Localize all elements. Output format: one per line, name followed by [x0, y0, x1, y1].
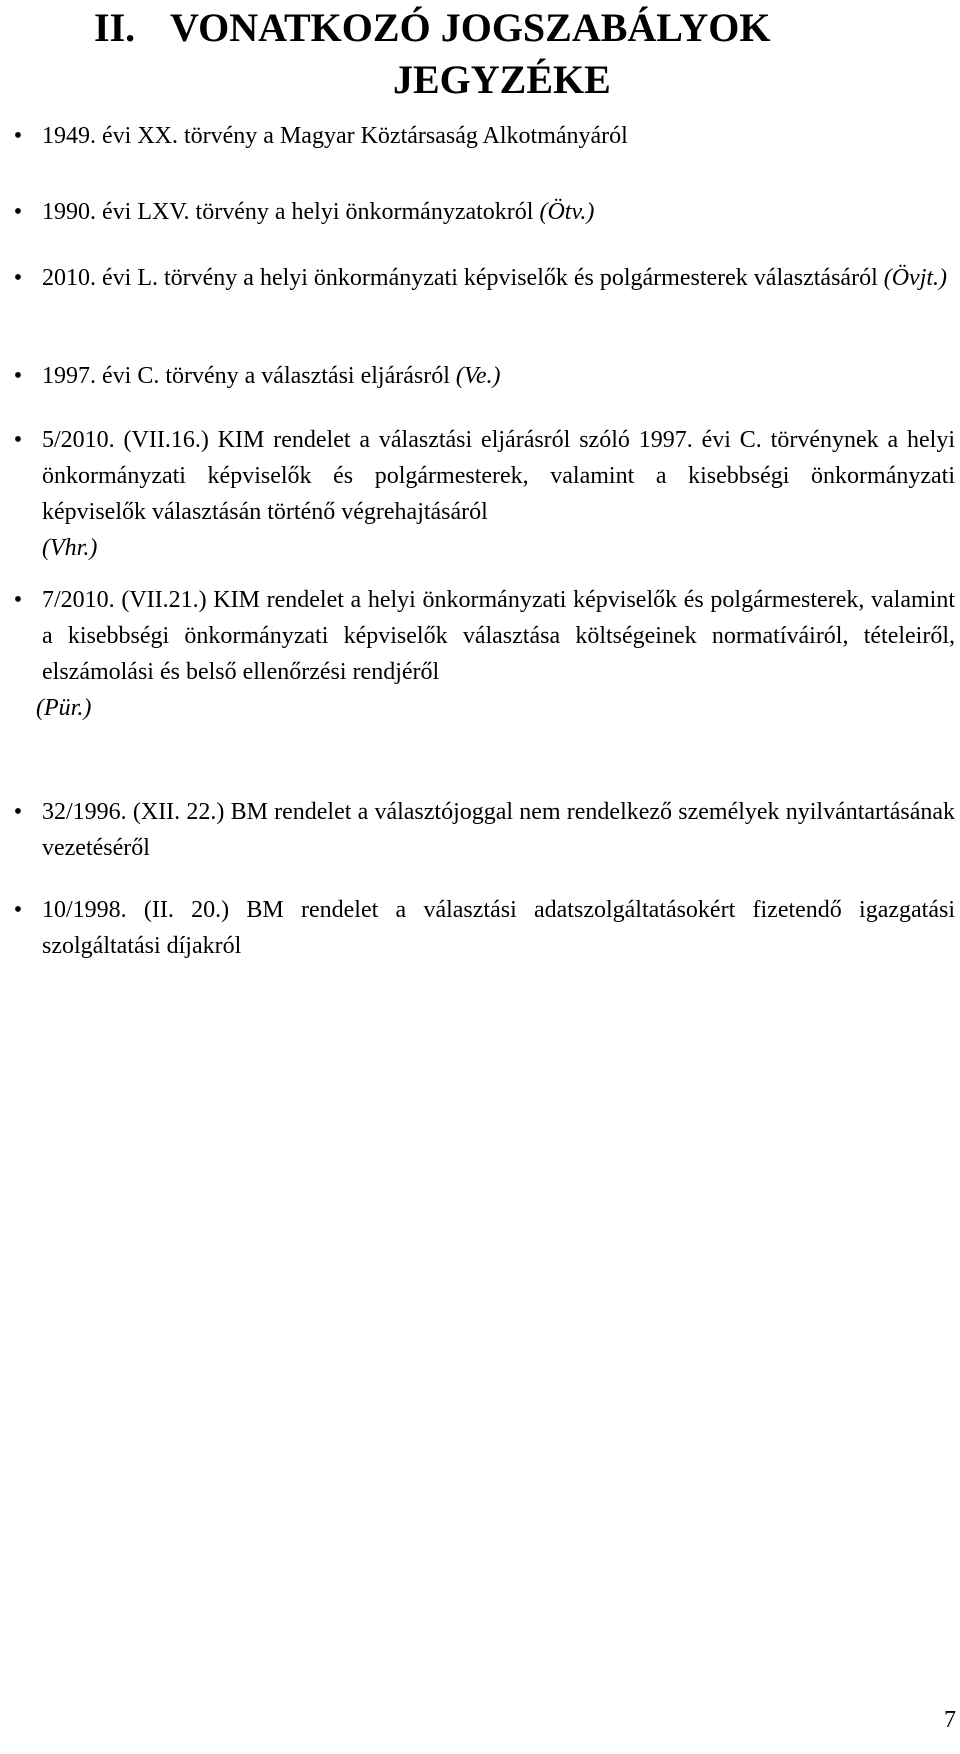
- section-heading: [0, 2, 960, 106]
- list-item-abbreviation: (Pür.): [36, 695, 92, 721]
- list-item-text: 7/2010. (VII.21.) KIM rendelet a helyi önkormányzati képviselők és polgármesterek, valamint a kisebbségi önkormányzati képviselők választása költségeinek normatíváiról, tételeiről, elszámolási és belső ellenőrzési rendjéről: [42, 587, 955, 685]
- bullet-icon: •: [13, 427, 23, 453]
- list-item-text: 5/2010. (VII.16.) KIM rendelet a választási eljárásról szóló 1997. évi C. törvénynek a helyi önkormányzati képviselők és polgármesterek, valamint a kisebbségi önkormányzati képviselők választásán történő végrehajtásáról: [42, 427, 955, 525]
- list-item-text: 1997. évi C. törvény a választási eljárásról: [42, 363, 456, 389]
- heading-title-line-1: VONATKOZÓ JOGSZABÁLYOK: [170, 5, 771, 50]
- list-item-text: 1990. évi LXV. törvény a helyi önkormányzatokról: [42, 199, 540, 225]
- bullet-icon: •: [13, 199, 23, 225]
- bullet-icon: •: [13, 363, 23, 389]
- list-item-1: [13, 118, 955, 154]
- bullet-icon: •: [13, 123, 23, 149]
- list-item-text: 10/1998. (II. 20.) BM rendelet a választási adatszolgáltatásokért fizetendő igazgatási szolgáltatási díjakról: [42, 897, 955, 959]
- list-item-6: [13, 582, 955, 726]
- list-item-text: 2010. évi L. törvény a helyi önkormányzati képviselők és polgármesterek választásáról: [42, 265, 884, 291]
- list-item-abbreviation: (Övjt.): [883, 265, 948, 291]
- list-item-5: [13, 422, 955, 566]
- bullet-icon: •: [13, 799, 23, 825]
- bullet-icon: •: [13, 587, 23, 613]
- list-item-abbreviation: (Ve.): [455, 363, 501, 389]
- list-item-abbreviation: (Ötv.): [539, 199, 595, 225]
- page-number: 7: [944, 1707, 956, 1733]
- list-item-text: 1949. évi XX. törvény a Magyar Köztársaság Alkotmányáról: [42, 123, 628, 149]
- list-item-4: [13, 358, 955, 394]
- list-item-2: [13, 194, 955, 230]
- heading-title-line-2: JEGYZÉKE: [393, 57, 611, 102]
- list-item-3: [13, 260, 955, 296]
- list-item-abbreviation: (Vhr.): [42, 535, 98, 561]
- list-item-8: [13, 892, 955, 964]
- list-item-text: 32/1996. (XII. 22.) BM rendelet a választójoggal nem rendelkező személyek nyilvántartásának vezetéséről: [42, 799, 955, 861]
- bullet-icon: •: [13, 897, 23, 923]
- bullet-icon: •: [13, 265, 23, 291]
- list-item-7: [13, 794, 955, 866]
- heading-numeral: II.: [94, 5, 136, 50]
- heading-line-1: [0, 2, 960, 54]
